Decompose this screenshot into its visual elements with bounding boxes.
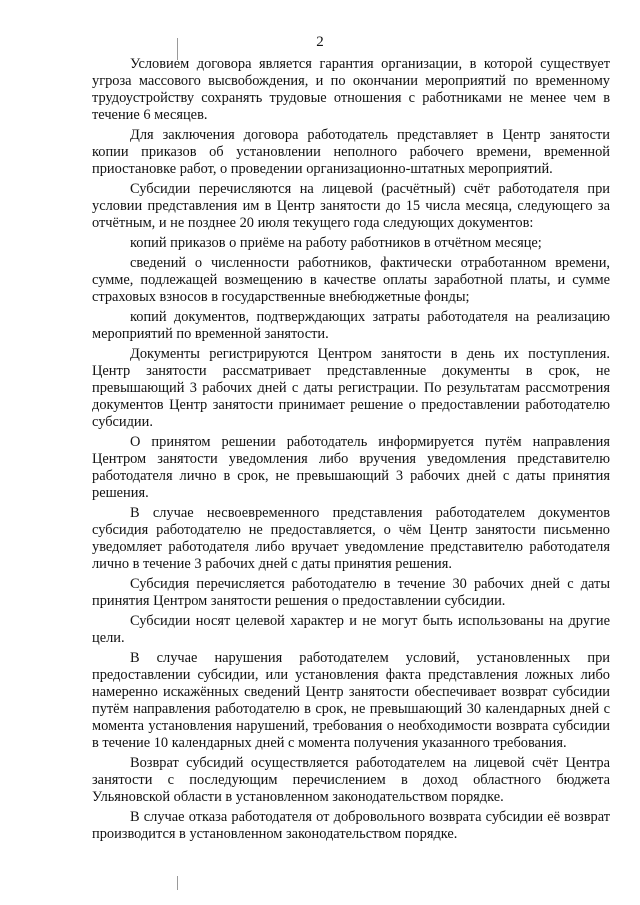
list-item-cost-documents: копий документов, подтверждающих затраты работодателя на реализацию мероприятий по временной занятости.	[92, 309, 610, 342]
paragraph-subsidy-transfer: Субсидии перечисляются на лицевой (расчётный) счёт работодателя при условии представления им в Центр занятости до 15 числа месяца, следующего за отчётным, и не позднее 20 июля текущего года следующих документов:	[92, 181, 610, 231]
list-item-employee-info: сведений о численности работников, фактически отработанном времени, сумме, подлежащей возмещению в качестве оплаты заработной платы, и сумме страховых взносов в государственные внебюджетные фонды;	[92, 255, 610, 305]
paragraph-late-submission: В случае несвоевременного представления работодателем документов субсидия работодателю не предоставляется, о чём Центр занятости письменно уведомляет работодателя либо вручает уведомление представителю работодателя лично в течение 3 рабочих дней с даты принятия решения.	[92, 505, 610, 572]
paragraph-contract-condition: Условием договора является гарантия организации, в которой существует угроза массового высвобождения, и по окончании мероприятий по временному трудоустройству сохранять трудовые отношения с работниками не менее чем в течение 6 месяцев.	[92, 56, 610, 123]
paragraph-return-account: Возврат субсидий осуществляется работодателем на лицевой счёт Центра занятости с последующим перечислением в доход областного бюджета Ульяновской области в установленном законодательством порядке.	[92, 755, 610, 805]
paragraph-violation-return: В случае нарушения работодателем условий, установленных при предоставлении субсидии, или установления факта представления ложных либо намеренно искажённых сведений Центр занятости обеспечивает возврат субсидии путём направления работодателю в срок, не превышающий 30 календарных дней с момента установления нарушений, требования о необходимости возврата субсидии в течение 10 календарных дней с момента получения указанного требования.	[92, 650, 610, 751]
page-number: 2	[316, 34, 324, 50]
paragraph-document-registration: Документы регистрируются Центром занятости в день их поступления. Центр занятости рассматривает представленные документы в срок, не превышающий 3 рабочих дней с даты регистрации. По результатам рассмотрения документов Центр занятости принимает решение о предоставлении работодателю субсидии.	[92, 346, 610, 430]
document-body	[92, 56, 610, 846]
paragraph-transfer-deadline: Субсидия перечисляется работодателю в течение 30 рабочих дней с даты принятия Центром занятости решения о предоставлении субсидии.	[92, 576, 610, 609]
paragraph-targeted-use: Субсидии носят целевой характер и не могут быть использованы на другие цели.	[92, 613, 610, 646]
paragraph-decision-notice: О принятом решении работодатель информируется путём направления Центром занятости уведомления либо вручения уведомления представителю работодателя лично в срок, не превышающий 3 рабочих дней с даты принятия решения.	[92, 434, 610, 501]
list-item-hiring-orders: копий приказов о приёме на работу работников в отчётном месяце;	[130, 235, 542, 251]
paragraph-refusal-return: В случае отказа работодателя от добровольного возврата субсидии её возврат производится в установленном законодательством порядке.	[92, 809, 610, 842]
scan-mark-bottom	[177, 876, 178, 890]
paragraph-contract-documents: Для заключения договора работодатель представляет в Центр занятости копии приказов об установлении неполного рабочего времени, временной приостановке работ, о проведении организационно-штатных мероприятий.	[92, 127, 610, 177]
